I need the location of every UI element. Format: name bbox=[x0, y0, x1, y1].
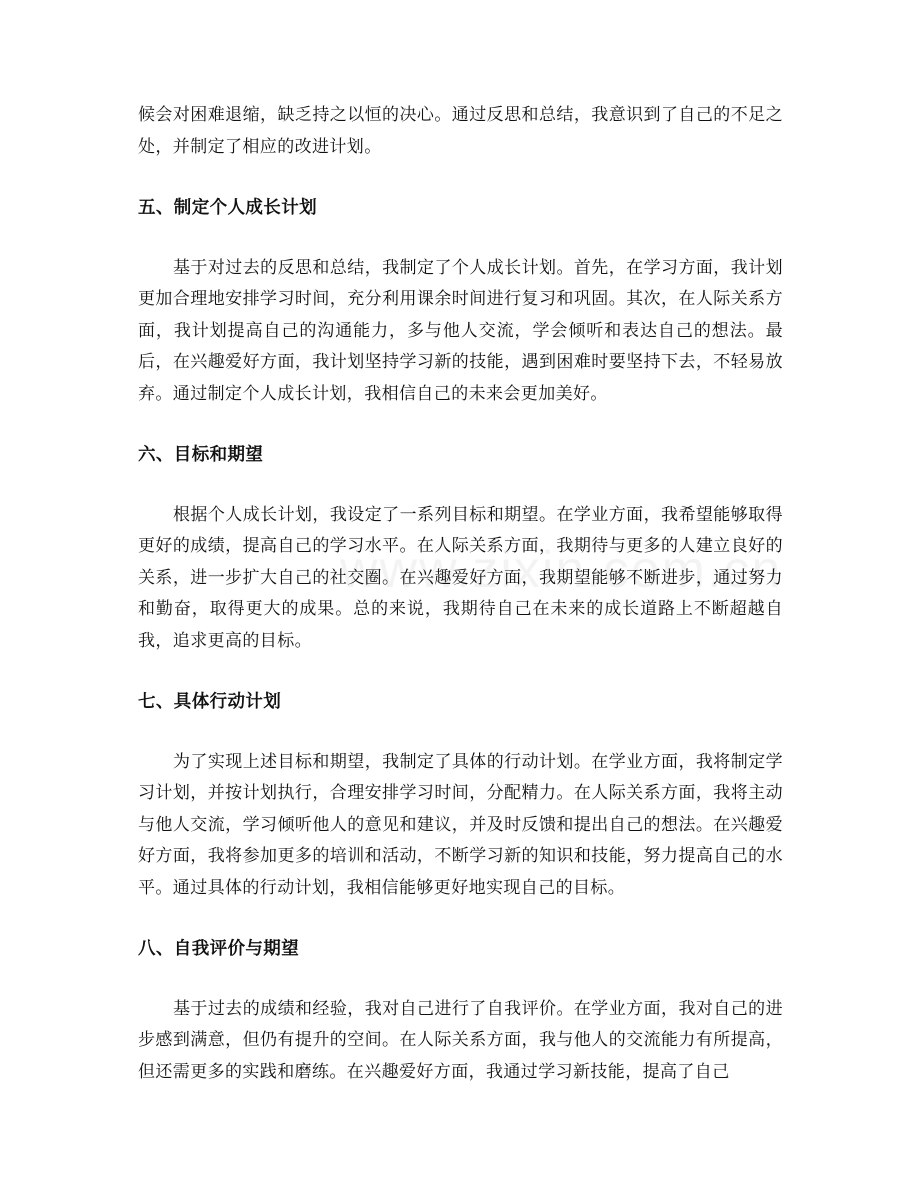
section-heading-5: 五、制定个人成长计划 bbox=[138, 198, 317, 218]
spacer bbox=[138, 472, 783, 500]
paragraph-goals: 根据个人成长计划，我设定了一系列目标和期望。在学业方面，我希望能够取得更好的成绩，提高自己的学习水平。在人际关系方面，我期待与更多的人建立良好的关系，进一步扩大自己的社交圈。在兴趣爱好方面，我期望能够不断进步，通过努力和勤奋，取得更大的成果。总的来说，我期待自己在未来的成长道路上不断超越自我，追求更高的目标。 bbox=[138, 504, 783, 651]
spacer bbox=[138, 657, 783, 687]
spacer bbox=[138, 966, 783, 994]
paragraph-continued: 候会对困难退缩，缺乏持之以恒的决心。通过反思和总结，我意识到了自己的不足之处，并制定了相应的改进计划。 bbox=[138, 105, 783, 157]
section-heading-8: 八、自我评价与期望 bbox=[138, 939, 300, 959]
paragraph-self-evaluation: 基于过去的成绩和经验，我对自己进行了自我评价。在学业方面，我对自己的进步感到满意，但仍有提升的空间。在人际关系方面，我与他人的交流能力有所提高，但还需更多的实践和磨练。在兴趣爱好方面，我通过学习新技能，提高了自己 bbox=[138, 998, 783, 1082]
spacer bbox=[138, 719, 783, 747]
paragraph-action-plan: 为了实现上述目标和期望，我制定了具体的行动计划。在学业方面，我将制定学习计划，并按计划执行，合理安排学习时间，分配精力。在人际关系方面，我将主动与他人交流，学习倾听他人的意见和建议，并及时反馈和提出自己的想法。在兴趣爱好方面，我将参加更多的培训和活动，不断学习新的知识和技能，努力提高自己的水平。通过具体的行动计划，我相信能够更好地实现自己的目标。 bbox=[138, 751, 783, 898]
document-body bbox=[138, 100, 783, 1088]
spacer bbox=[138, 410, 783, 440]
spacer bbox=[138, 163, 783, 193]
spacer bbox=[138, 225, 783, 253]
paragraph-growth-plan: 基于对过去的反思和总结，我制定了个人成长计划。首先，在学习方面，我计划更加合理地安排学习时间，充分利用课余时间进行复习和巩固。其次，在人际关系方面，我计划提高自己的沟通能力，多与他人交流，学会倾听和表达自己的想法。最后，在兴趣爱好方面，我计划坚持学习新的技能，遇到困难时要坚持下去，不轻易放弃。通过制定个人成长计划，我相信自己的未来会更加美好。 bbox=[138, 257, 783, 404]
section-heading-7: 七、具体行动计划 bbox=[138, 692, 282, 712]
section-heading-6: 六、目标和期望 bbox=[138, 445, 264, 465]
spacer bbox=[138, 904, 783, 934]
